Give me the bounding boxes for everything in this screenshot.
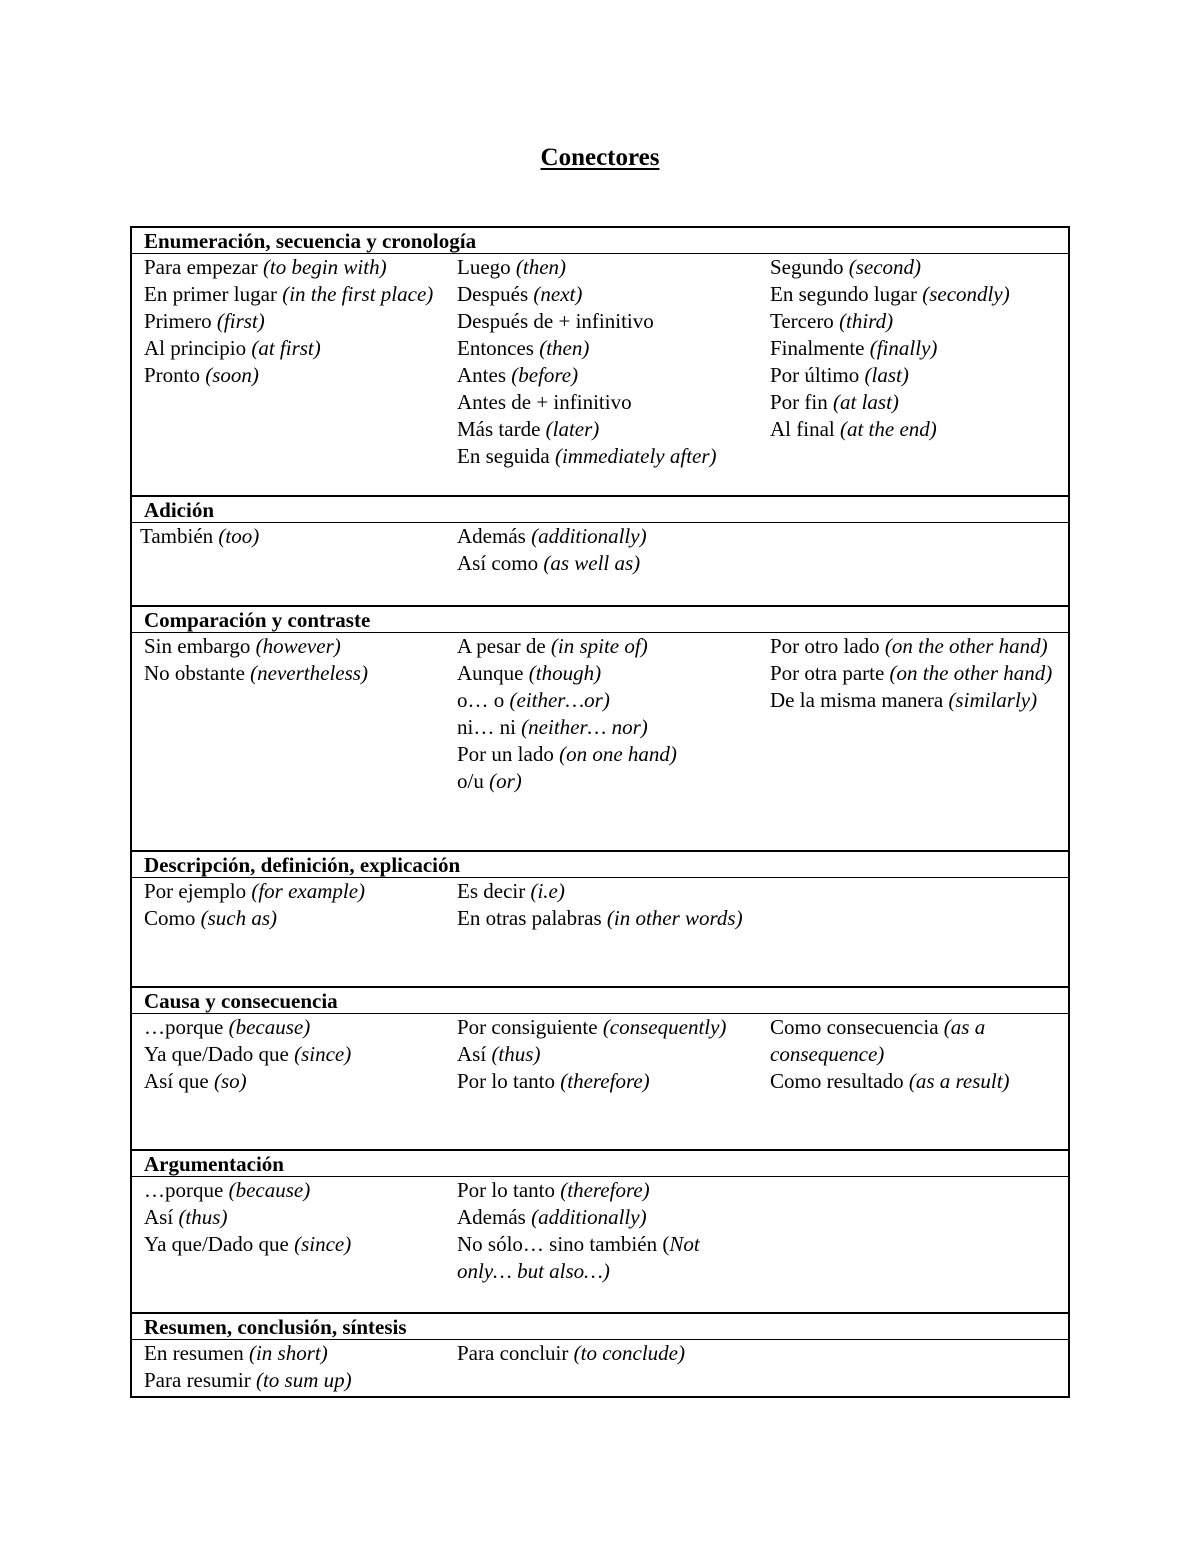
section-comparacion — [132, 607, 1068, 852]
section-header: Descripción, definición, explicación — [132, 852, 1068, 878]
connector-spanish: Después de + infinitivo — [457, 309, 654, 333]
connector-item — [140, 523, 445, 550]
connector-item — [770, 254, 1068, 281]
connector-item — [144, 878, 445, 905]
connector-spanish: Al principio — [144, 336, 252, 360]
connector-spanish: Así como — [457, 551, 544, 575]
connector-item — [144, 1014, 445, 1041]
connector-item — [144, 905, 445, 932]
connector-item — [457, 308, 758, 335]
connector-item — [457, 550, 758, 577]
connector-translation: (on the other hand) — [889, 661, 1053, 685]
connector-spanish: Por fin — [770, 390, 833, 414]
connector-translation: (finally) — [869, 336, 938, 360]
connector-item — [457, 1204, 758, 1231]
connector-item — [457, 1014, 758, 1041]
connector-item — [770, 335, 1068, 362]
connector-item — [770, 633, 1068, 660]
connector-spanish: Entonces — [457, 336, 540, 360]
connector-spanish: Así — [144, 1205, 179, 1229]
connector-translation: (then) — [515, 255, 567, 279]
connector-item — [457, 335, 758, 362]
section-body — [132, 254, 1068, 497]
connector-spanish: Finalmente — [770, 336, 870, 360]
connector-translation: (as well as) — [543, 551, 641, 575]
connector-item — [144, 308, 445, 335]
column — [132, 1340, 445, 1396]
column — [445, 878, 758, 986]
connector-translation: (thus) — [178, 1205, 228, 1229]
connector-translation: (as a consequence) — [770, 1015, 986, 1066]
connector-item — [770, 687, 1068, 714]
connector-spanish: Además — [457, 524, 532, 548]
connector-translation: (in spite of) — [550, 634, 648, 658]
connector-spanish: También — [140, 524, 219, 548]
connector-item — [770, 389, 1068, 416]
connector-translation: (as a result) — [908, 1069, 1010, 1093]
column — [132, 523, 445, 605]
connector-translation: (then) — [539, 336, 590, 360]
section-body — [132, 633, 1068, 852]
section-adicion — [132, 497, 1068, 607]
connector-translation: (at last) — [833, 390, 899, 414]
column — [445, 633, 758, 850]
connector-item — [144, 1231, 445, 1258]
connector-translation: (so) — [214, 1069, 247, 1093]
connector-item — [144, 362, 445, 389]
connector-spanish: En otras palabras — [457, 906, 607, 930]
connector-translation: (last) — [864, 363, 909, 387]
connector-translation: (because) — [228, 1178, 311, 1202]
connector-spanish: Antes de + infinitivo — [457, 390, 632, 414]
connector-translation: (neither… nor) — [521, 715, 648, 739]
connector-spanish: En primer lugar — [144, 282, 283, 306]
connector-translation: (such as) — [200, 906, 277, 930]
connector-item — [144, 254, 445, 281]
connector-spanish: Antes — [457, 363, 512, 387]
column — [758, 1014, 1068, 1149]
connector-item — [144, 1177, 445, 1204]
connector-spanish: Como consecuencia — [770, 1015, 944, 1039]
section-header: Resumen, conclusión, síntesis — [132, 1314, 1068, 1340]
column — [758, 878, 1068, 986]
connector-translation: (immediately after) — [554, 444, 717, 468]
section-header: Comparación y contraste — [132, 607, 1068, 633]
connector-translation: (first) — [216, 309, 265, 333]
connector-translation: (at the end) — [839, 417, 937, 441]
connector-item — [457, 254, 758, 281]
section-causa — [132, 988, 1068, 1151]
connector-item — [144, 1068, 445, 1095]
connector-spanish: A pesar de — [457, 634, 551, 658]
connector-translation: (therefore) — [560, 1069, 650, 1093]
connector-item — [144, 335, 445, 362]
connector-spanish: Para empezar — [144, 255, 263, 279]
connector-spanish: En seguida — [457, 444, 555, 468]
column — [445, 1014, 758, 1149]
section-body — [132, 523, 1068, 607]
connectors-table — [130, 226, 1070, 1398]
section-resumen — [132, 1314, 1068, 1396]
connector-translation: (because) — [228, 1015, 311, 1039]
section-descripcion — [132, 852, 1068, 988]
connector-item — [770, 416, 1068, 443]
connector-spanish: ni… ni — [457, 715, 522, 739]
connector-spanish: En segundo lugar — [770, 282, 923, 306]
column — [758, 1340, 1068, 1396]
connector-translation: (in the first place) — [282, 282, 434, 306]
connector-item — [457, 1068, 758, 1095]
connector-item — [457, 523, 758, 550]
connector-spanish: o… o — [457, 688, 510, 712]
connector-spanish: Por lo tanto — [457, 1178, 561, 1202]
connector-spanish: Por último — [770, 363, 865, 387]
connector-spanish: o/u — [457, 769, 490, 793]
connector-item — [457, 660, 758, 687]
connector-item — [457, 741, 758, 768]
connector-translation: (similarly) — [948, 688, 1038, 712]
connector-item — [457, 416, 758, 443]
connector-spanish: Tercero — [770, 309, 840, 333]
connector-translation: (however) — [255, 634, 341, 658]
connector-spanish: Ya que/Dado que — [144, 1232, 295, 1256]
connector-translation: (to sum up) — [255, 1368, 352, 1392]
connector-item — [144, 1367, 445, 1394]
connector-spanish: Por consiguiente — [457, 1015, 603, 1039]
connector-translation: (to conclude) — [573, 1341, 685, 1365]
column — [445, 523, 758, 605]
connector-translation: (at first) — [251, 336, 321, 360]
connector-item — [770, 308, 1068, 335]
connector-item — [144, 281, 445, 308]
connector-spanish: Como — [144, 906, 201, 930]
connector-spanish: Es decir — [457, 879, 531, 903]
connector-item — [457, 281, 758, 308]
section-header: Adición — [132, 497, 1068, 523]
connector-translation: (too) — [218, 524, 260, 548]
page-title: Conectores — [540, 144, 660, 171]
connector-translation: (i.e) — [530, 879, 565, 903]
connector-translation: (nevertheless) — [250, 661, 368, 685]
connector-translation: (consequently) — [602, 1015, 727, 1039]
connector-translation: (to begin with) — [262, 255, 387, 279]
connector-item — [144, 1041, 445, 1068]
section-body — [132, 878, 1068, 988]
connector-item — [457, 1177, 758, 1204]
connector-spanish: Además — [457, 1205, 532, 1229]
connector-spanish: Así que — [144, 1069, 214, 1093]
connector-spanish: Sin embargo — [144, 634, 256, 658]
connector-translation: (since) — [294, 1042, 352, 1066]
connector-item — [770, 660, 1068, 687]
connector-item — [457, 1340, 758, 1367]
connector-translation: (on one hand) — [559, 742, 677, 766]
column — [758, 1177, 1068, 1312]
connector-item — [457, 768, 758, 795]
connector-spanish: Luego — [457, 255, 516, 279]
section-body — [132, 1177, 1068, 1314]
connector-spanish: Por otra parte — [770, 661, 890, 685]
connector-spanish: Como resultado — [770, 1069, 909, 1093]
connector-item — [457, 1231, 758, 1285]
connector-spanish: Por un lado — [457, 742, 560, 766]
column — [758, 633, 1068, 850]
connector-translation: (next) — [533, 282, 583, 306]
connector-spanish: Para resumir — [144, 1368, 256, 1392]
connector-item — [144, 633, 445, 660]
section-header: Enumeración, secuencia y cronología — [132, 228, 1068, 254]
connector-translation: (in other words) — [606, 906, 743, 930]
connector-item — [144, 1204, 445, 1231]
column — [132, 633, 445, 850]
connector-translation: (second) — [848, 255, 922, 279]
connector-item — [457, 878, 758, 905]
section-argumentacion — [132, 1151, 1068, 1314]
connector-translation: (either…or) — [509, 688, 610, 712]
connector-spanish: No obstante — [144, 661, 251, 685]
connector-item — [457, 1041, 758, 1068]
connector-item — [457, 443, 758, 470]
connector-translation: (or) — [489, 769, 522, 793]
connector-spanish: Por lo tanto — [457, 1069, 561, 1093]
connector-translation: (thus) — [491, 1042, 541, 1066]
connector-spanish: Segundo — [770, 255, 849, 279]
connector-spanish: No sólo… sino también ( — [457, 1232, 670, 1256]
section-header: Causa y consecuencia — [132, 988, 1068, 1014]
connector-translation: (for example) — [251, 879, 366, 903]
connector-spanish: …porque — [144, 1015, 229, 1039]
connector-item — [457, 714, 758, 741]
connector-spanish: Por ejemplo — [144, 879, 252, 903]
connector-spanish: De la misma manera — [770, 688, 949, 712]
column — [132, 254, 445, 495]
connector-spanish: Así — [457, 1042, 492, 1066]
connector-translation: (soon) — [205, 363, 259, 387]
column — [445, 1340, 758, 1396]
column — [445, 254, 758, 495]
connector-translation: Not only… but also…) — [457, 1232, 700, 1283]
connector-translation: (additionally) — [531, 524, 647, 548]
column — [132, 1177, 445, 1312]
connector-translation: (since) — [294, 1232, 352, 1256]
connector-item — [144, 1340, 445, 1367]
section-header: Argumentación — [132, 1151, 1068, 1177]
section-enumeracion — [132, 228, 1068, 497]
connector-translation: (secondly) — [922, 282, 1010, 306]
connector-translation: (later) — [545, 417, 600, 441]
connector-translation: (on the other hand) — [884, 634, 1048, 658]
connector-item — [457, 687, 758, 714]
column — [445, 1177, 758, 1312]
column — [132, 878, 445, 986]
column — [132, 1014, 445, 1149]
connector-item — [457, 633, 758, 660]
connector-item — [457, 389, 758, 416]
connector-spanish: Por otro lado — [770, 634, 885, 658]
connector-translation: (though) — [528, 661, 602, 685]
column — [758, 523, 1068, 605]
connector-item — [770, 362, 1068, 389]
connector-spanish: Después — [457, 282, 534, 306]
connector-spanish: Más tarde — [457, 417, 546, 441]
connector-item — [144, 660, 445, 687]
connector-item — [770, 1014, 1068, 1068]
connector-translation: (additionally) — [531, 1205, 647, 1229]
connector-spanish: En resumen — [144, 1341, 249, 1365]
connector-spanish: Ya que/Dado que — [144, 1042, 295, 1066]
connector-spanish: Aunque — [457, 661, 529, 685]
connector-spanish: Al final — [770, 417, 840, 441]
section-body — [132, 1340, 1068, 1396]
connector-spanish: …porque — [144, 1178, 229, 1202]
section-body — [132, 1014, 1068, 1151]
connector-translation: (in short) — [248, 1341, 328, 1365]
connector-spanish: Primero — [144, 309, 217, 333]
connector-translation: (before) — [511, 363, 579, 387]
connector-item — [457, 905, 758, 932]
connector-item — [457, 362, 758, 389]
connector-translation: (third) — [839, 309, 894, 333]
column — [758, 254, 1068, 495]
connector-spanish: Para concluir — [457, 1341, 574, 1365]
connector-item — [770, 281, 1068, 308]
connector-translation: (therefore) — [560, 1178, 650, 1202]
connector-item — [770, 1068, 1068, 1095]
connector-spanish: Pronto — [144, 363, 206, 387]
